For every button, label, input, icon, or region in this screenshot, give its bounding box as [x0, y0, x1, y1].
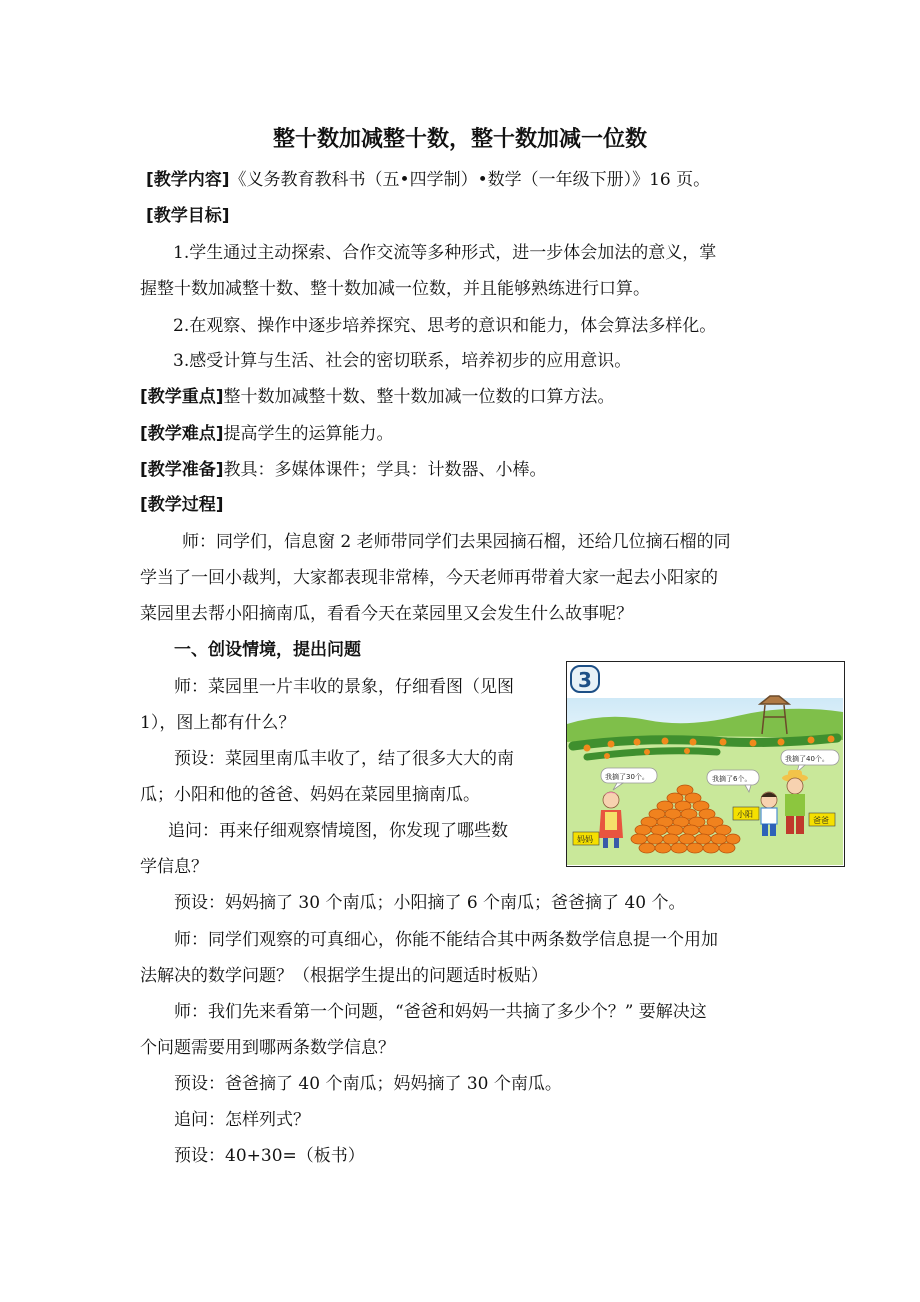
prep-label: [教学准备] — [140, 460, 224, 480]
para-3a: 追问：再来仔细观察情境图，你发现了哪些数 — [168, 821, 508, 841]
prep-line — [140, 459, 547, 481]
goal-2: 2.在观察、操作中逐步培养探究、思考的意识和能力，体会算法多样化。 — [173, 316, 717, 336]
pumpkin-garden-illustration — [566, 661, 845, 867]
key-line — [140, 386, 615, 408]
para-9: 预设：40+30=（板书） — [174, 1146, 365, 1166]
goal-3: 3.感受计算与生活、社会的密切联系，培养初步的应用意识。 — [173, 351, 632, 371]
tag-dad: 爸爸 — [813, 816, 829, 825]
goal-1a: 1.学生通过主动探索、合作交流等多种形式，进一步体会加法的意义，掌 — [173, 243, 717, 263]
para-2a: 预设：菜园里南瓜丰收了，结了很多大大的南 — [174, 749, 514, 769]
bubble-dad-text: 我摘了40个。 — [785, 755, 829, 763]
goal-1b: 握整十数加减整十数、整十数加减一位数，并且能够熟练进行口算。 — [140, 279, 650, 299]
tag-son: 小阳 — [737, 810, 753, 819]
para-8: 追问：怎样列式？ — [174, 1110, 310, 1130]
section-1-heading: 一、创设情境，提出问题 — [174, 640, 361, 660]
difficulty-line — [140, 423, 394, 445]
goals-label: [教学目标] — [146, 206, 230, 226]
tag-mom: 妈妈 — [577, 835, 593, 844]
bubble-mom-text: 我摘了30个。 — [605, 773, 649, 781]
bubble-son-text: 我摘了6个。 — [712, 775, 752, 783]
content-text: 《义务教育教科书（五•四学制）•数学（一年级下册）》16 页。 — [229, 170, 711, 190]
para-5a: 师：同学们观察的可真细心，你能不能结合其中两条数学信息提一个用加 — [174, 930, 718, 950]
prep-text: 教具：多媒体课件；学具：计数器、小棒。 — [223, 460, 547, 480]
difficulty-text: 提高学生的运算能力。 — [223, 424, 394, 444]
para-6b: 个问题需要用到哪两条数学信息？ — [140, 1038, 395, 1058]
figure-number: 3 — [578, 668, 592, 692]
difficulty-label: [教学难点] — [140, 424, 224, 444]
intro-1: 师：同学们，信息窗 2 老师带同学们去果园摘石榴，还给几位摘石榴的同 — [182, 532, 731, 552]
content-line — [146, 169, 710, 191]
process-label: [教学过程] — [140, 495, 224, 515]
para-5b: 法解决的数学问题？（根据学生提出的问题适时板贴） — [140, 966, 548, 986]
para-1b: 1），图上都有什么？ — [140, 713, 296, 733]
para-6a: 师：我们先来看第一个问题，“爸爸和妈妈一共摘了多少个？” 要解决这 — [174, 1002, 707, 1022]
para-1a: 师：菜园里一片丰收的景象，仔细看图（见图 — [174, 677, 514, 697]
para-4: 预设：妈妈摘了 30 个南瓜；小阳摘了 6 个南瓜；爸爸摘了 40 个。 — [174, 893, 686, 913]
para-7: 预设：爸爸摘了 40 个南瓜；妈妈摘了 30 个南瓜。 — [174, 1074, 562, 1094]
content-label: [教学内容] — [146, 170, 230, 190]
page-title: 整十数加减整十数，整十数加减一位数 — [272, 127, 647, 152]
intro-3: 菜园里去帮小阳摘南瓜，看看今天在菜园里又会发生什么故事呢？ — [140, 604, 633, 624]
key-text: 整十数加减整十数、整十数加减一位数的口算方法。 — [223, 387, 615, 407]
key-label: [教学重点] — [140, 387, 224, 407]
intro-2: 学当了一回小裁判，大家都表现非常棒，今天老师再带着大家一起去小阳家的 — [140, 568, 718, 588]
para-3b: 学信息？ — [140, 857, 208, 877]
para-2b: 瓜；小阳和他的爸爸、妈妈在菜园里摘南瓜。 — [140, 785, 480, 805]
